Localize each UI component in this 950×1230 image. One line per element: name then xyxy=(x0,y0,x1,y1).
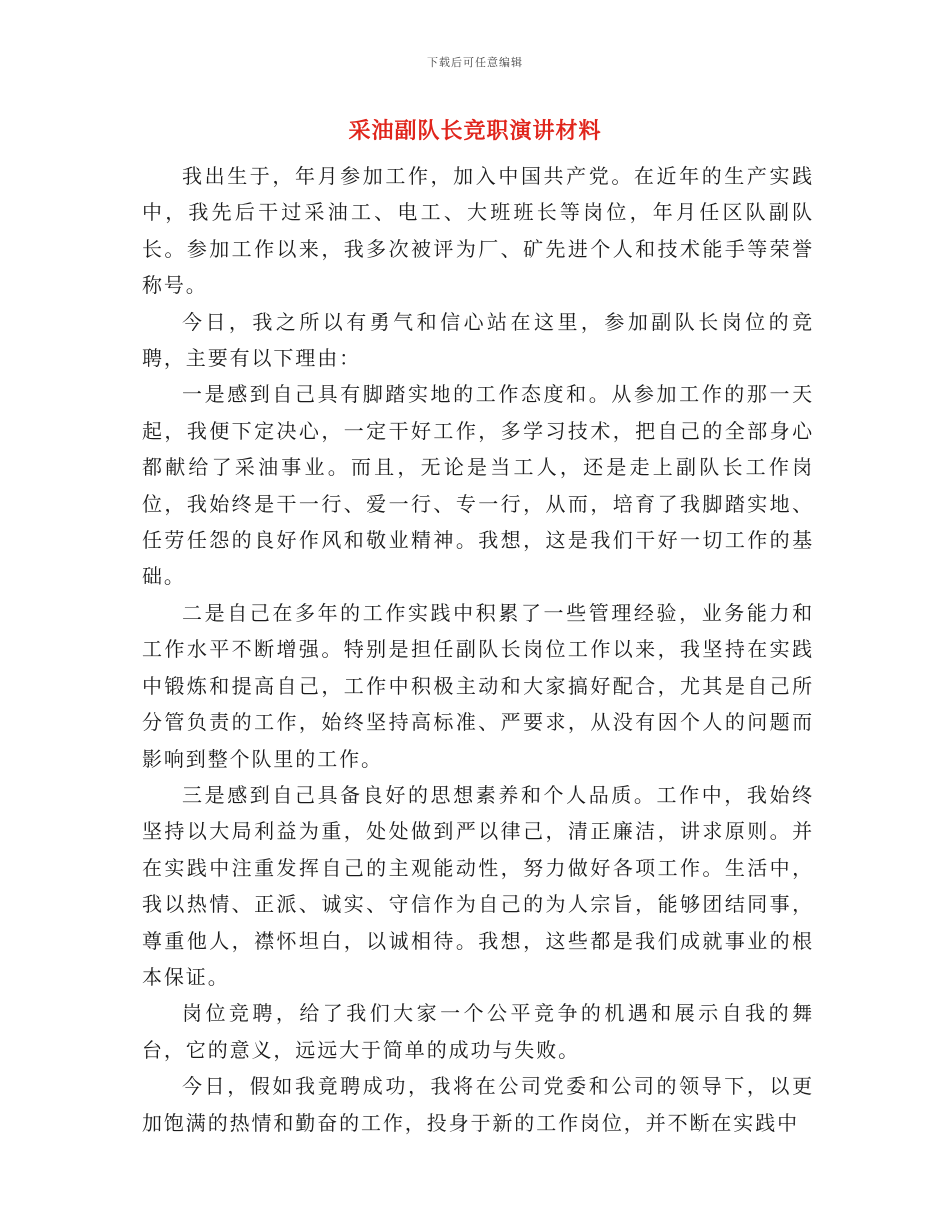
paragraph-reasons-intro: 今日，我之所以有勇气和信心站在这里，参加副队长岗位的竞聘，主要有以下理由： xyxy=(142,309,814,371)
paragraph-competition: 岗位竞聘，给了我们大家一个公平竞争的机遇和展示自我的舞台，它的意义，远远大于简单的成功与失败。 xyxy=(142,1001,814,1062)
paragraph-reason-one: 一是感到自己具有脚踏实地的工作态度和。从参加工作的那一天起，我便下定决心，一定干好工作，多学习技术，把自己的全部身心都献给了采油事业。而且，无论是当工人，还是走上副队长工作岗位，我始终是干一行、爱一行、专一行，从而，培育了我脚踏实地、任劳任怨的良好作风和敬业精神。我想，这是我们干好一切工作的基础。 xyxy=(142,382,814,589)
document-body xyxy=(142,158,814,1141)
document-title: 采油副队长竞职演讲材料 xyxy=(348,118,602,144)
paragraph-commitment: 今日，假如我竟聘成功，我将在公司党委和公司的领导下，以更加饱满的热情和勤奋的工作，投身于新的工作岗位，并不断在实践中 xyxy=(142,1074,814,1135)
paragraph-reason-two: 二是自己在多年的工作实践中积累了一些管理经验，业务能力和工作水平不断增强。特别是担任副队长岗位工作以来，我坚持在实践中锻炼和提高自己，工作中积极主动和大家搞好配合，尤其是自己所分管负责的工作，始终坚持高标准、严要求，从没有因个人的问题而影响到整个队里的工作。 xyxy=(142,600,814,771)
paragraph-intro: 我出生于，年月参加工作，加入中国共产党。在近年的生产实践中，我先后干过采油工、电工、大班班长等岗位，年月任区队副队长。参加工作以来，我多次被评为厂、矿先进个人和技术能手等荣誉称号。 xyxy=(142,164,814,298)
paragraph-reason-three: 三是感到自己具备良好的思想素养和个人品质。工作中，我始终坚持以大局利益为重，处处做到严以律己，清正廉洁，讲求原则。并在实践中注重发挥自己的主观能动性，努力做好各项工作。生活中，我以热情、正派、诚实、守信作为自己的为人宗旨，能够团结同事，尊重他人，襟怀坦白，以诚相待。我想，这些都是我们成就事业的根本保证。 xyxy=(142,782,814,989)
page-header-note: 下载后可任意编辑 xyxy=(427,56,523,69)
